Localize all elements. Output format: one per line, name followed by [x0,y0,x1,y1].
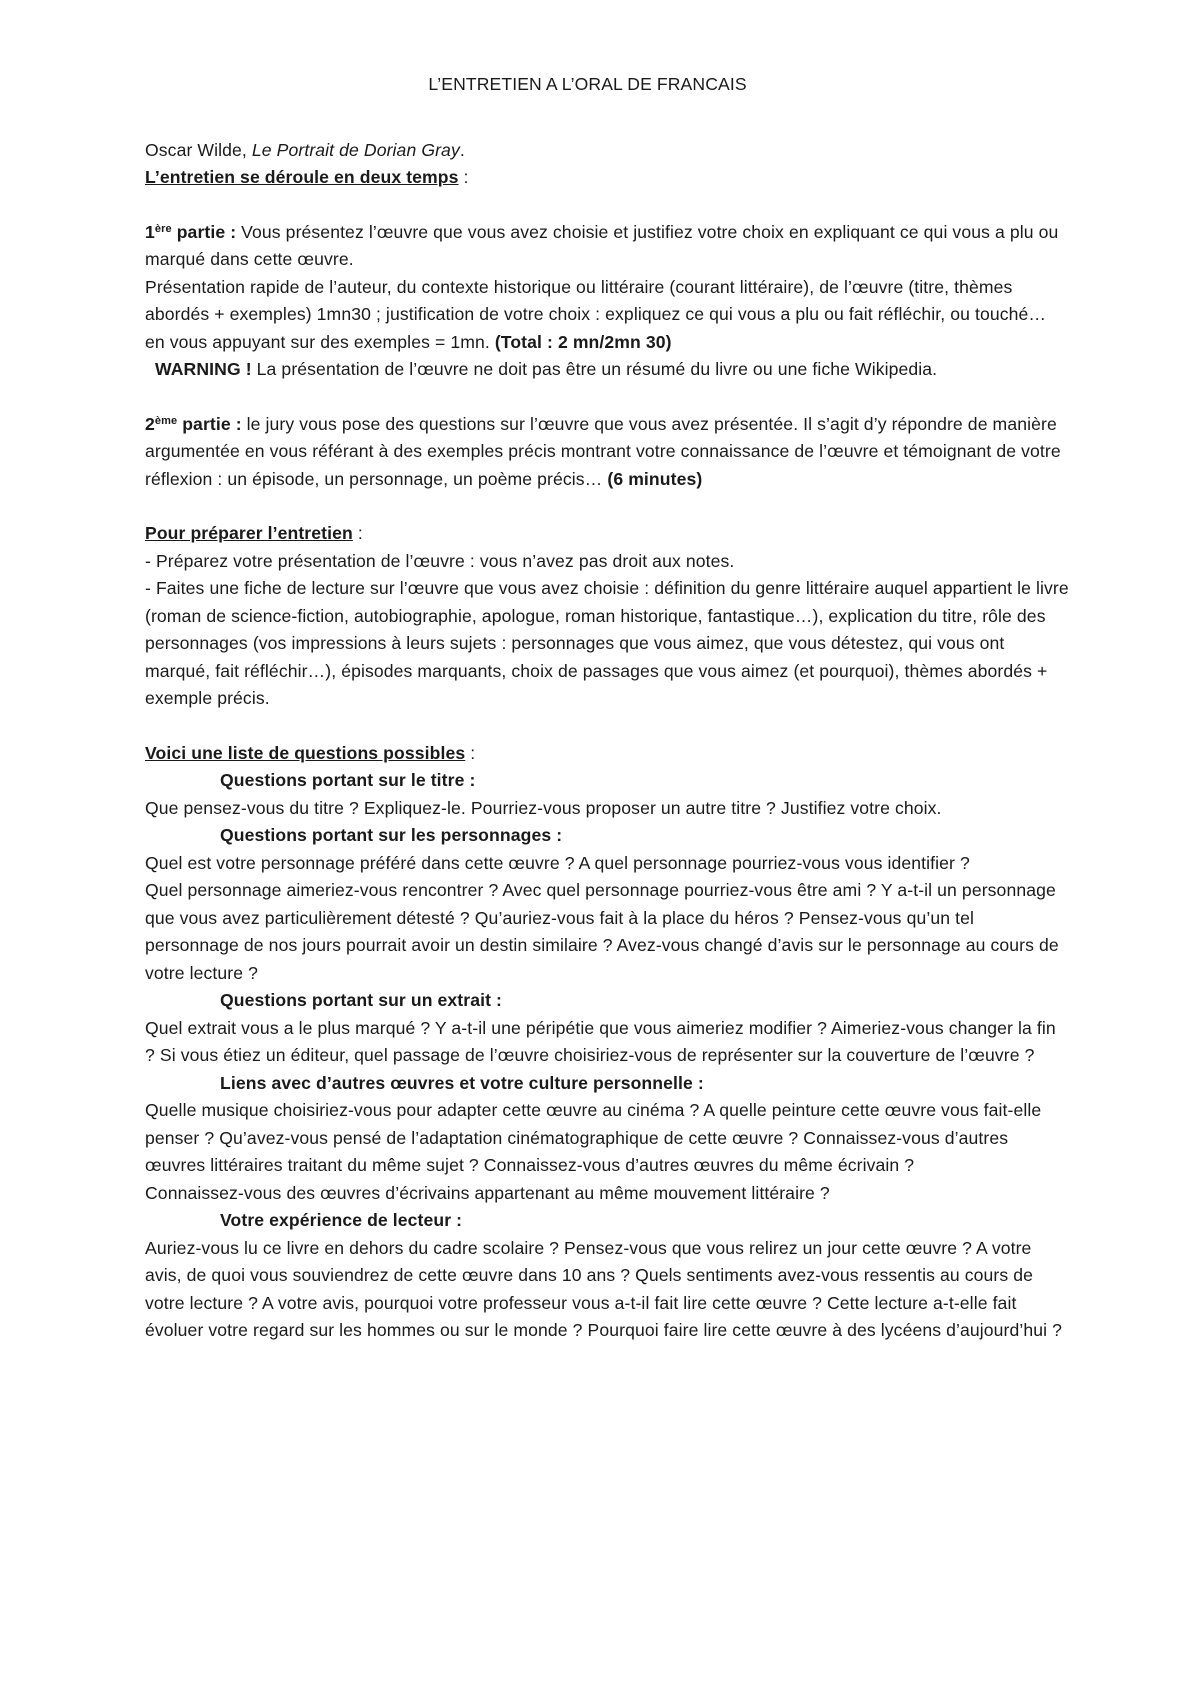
question-line: Que pensez-vous du titre ? Expliquez-le. Pourriez-vous proposer un autre titre ? Justifiez votre choix. [145,797,942,818]
part2-text: le jury vous pose des questions sur l’œuvre que vous avez présentée. Il s’agit d’y répondre de manière argumentée en vous référant à des exemples précis montrant votre connaissance de l’œuvre et témoignant de votre réflexion : un épisode, un personnage, un poème précis… [145,413,1061,489]
question-line: Quelle musique choisiriez-vous pour adapter cette œuvre au cinéma ? A quelle peinture cette œuvre vous fait-elle penser ? Qu’avez-vous pensé de l’adaptation cinématographique de cette œuvre ? Connaissez-vous d’autres œuvres littéraires traitant du même sujet ? Connaissez-vous d’autres œuvres du même écrivain ? [145,1100,1042,1175]
part1-paragraph [145,219,1070,274]
warning-label: WARNING ! [155,359,252,379]
section-title-extrait: Questions portant sur un extrait : [220,990,502,1010]
question-line: Connaissez-vous des œuvres d’écrivains appartenant au même mouvement littéraire ? [145,1182,830,1203]
section-title-experience: Votre expérience de lecteur : [220,1210,463,1230]
work-reference: Oscar Wilde, Le Portrait de Dorian Gray. [145,139,465,160]
part1-warning: WARNING ! La présentation de l’œuvre ne doit pas être un résumé du livre ou une fiche Wikipedia. [155,359,938,379]
part1-details: Présentation rapide de l’auteur, du contexte historique ou littéraire (courant littéraire), de l’œuvre (titre, thèmes abordés + exemples) 1mn30 ; justification de votre choix : expliquez ce qui vous a plu ou fait réfléchir, ou touché… en vous appuyant sur des exemples = 1mn. (Total : 2 mn/2mn 30) [145,276,1047,352]
question-line: Quel extrait vous a le plus marqué ? Y a-t-il une péripétie que vous aimeriez modifier ? Aimeriez-vous changer la fin ? Si vous étiez un éditeur, quel passage de l’œuvre choisiriez-vous de représenter sur la couverture de l’œuvre ? [145,1017,1056,1065]
page-title: L’ENTRETIEN A L’ORAL DE FRANCAIS [428,74,747,94]
intro-heading-line: L’entretien se déroule en deux temps : [145,167,469,187]
prepare-heading-line: Pour préparer l’entretien : [145,523,363,543]
questions-heading-line: Voici une liste de questions possibles : [145,742,476,763]
part1-label: 1ère partie : [145,221,237,242]
section-title-liens: Liens avec d’autres œuvres et votre culture personnelle : [220,1072,704,1093]
document-page [145,60,1070,1345]
question-line: Quel est votre personnage préféré dans cette œuvre ? A quel personnage pourriez-vous vous identifier ? [145,852,970,873]
intro-heading: L’entretien se déroule en deux temps [145,167,459,187]
question-line: Quel personnage aimeriez-vous rencontrer ? Avec quel personnage pourriez-vous être ami ? Y a-t-il un personnage que vous avez particulièrement détesté ? Qu’auriez-vous fait à la place du héros ? Pensez-vous qu’un tel personnage de nos jours pourrait avoir un destin similaire ? Avez-vous changé d’avis sur le personnage au cours de votre lecture ? [145,880,1059,983]
part2-label: 2ème partie : [145,413,242,434]
prepare-item-2: - Faites une fiche de lecture sur l’œuvre que vous avez choisie : définition du genre littéraire auquel appartient le livre (roman de science-fiction, autobiographie, apologue, roman historique, fantastique…), explication du titre, rôle des personnages (vos impressions à leurs sujets : personnages que vous aimez, que vous détestez, qui vous ont marqué, fait réfléchir…), épisodes marquants, choix de passages que vous aimez (et pourquoi), thèmes abordés + exemple précis. [145,578,1069,708]
prepare-heading: Pour préparer l’entretien [145,523,353,543]
questions-heading: Voici une liste de questions possibles [145,742,466,763]
part1-text: Vous présentez l’œuvre que vous avez choisie et justifiez votre choix en expliquant ce qui vous a plu ou marqué dans cette œuvre. [145,221,1059,269]
prepare-item-1: - Préparez votre présentation de l’œuvre : vous n’avez pas droit aux notes. [145,550,735,571]
part2-duration: (6 minutes) [607,468,703,489]
question-line: Auriez-vous lu ce livre en dehors du cadre scolaire ? Pensez-vous que vous relirez un jour cette œuvre ? A votre avis, de quoi vous souviendrez de cette œuvre dans 10 ans ? Quels sentiments avez-vous ressentis au cours de votre lecture ? A votre avis, pourquoi votre professeur vous a-t-il fait lire cette œuvre ? Cette lecture a-t-elle fait évoluer votre regard sur les hommes ou sur le monde ? Pourquoi faire lire cette œuvre à des lycéens d’aujourd’hui ? [145,1237,1063,1340]
section-title-titre: Questions portant sur le titre : [220,770,476,790]
work-book-title: Le Portrait de Dorian Gray [251,139,460,160]
part2-paragraph [145,411,1070,494]
section-title-personnages: Questions portant sur les personnages : [220,825,563,845]
part1-total: (Total : 2 mn/2mn 30) [494,331,672,352]
work-author: Oscar Wilde, [145,139,252,160]
